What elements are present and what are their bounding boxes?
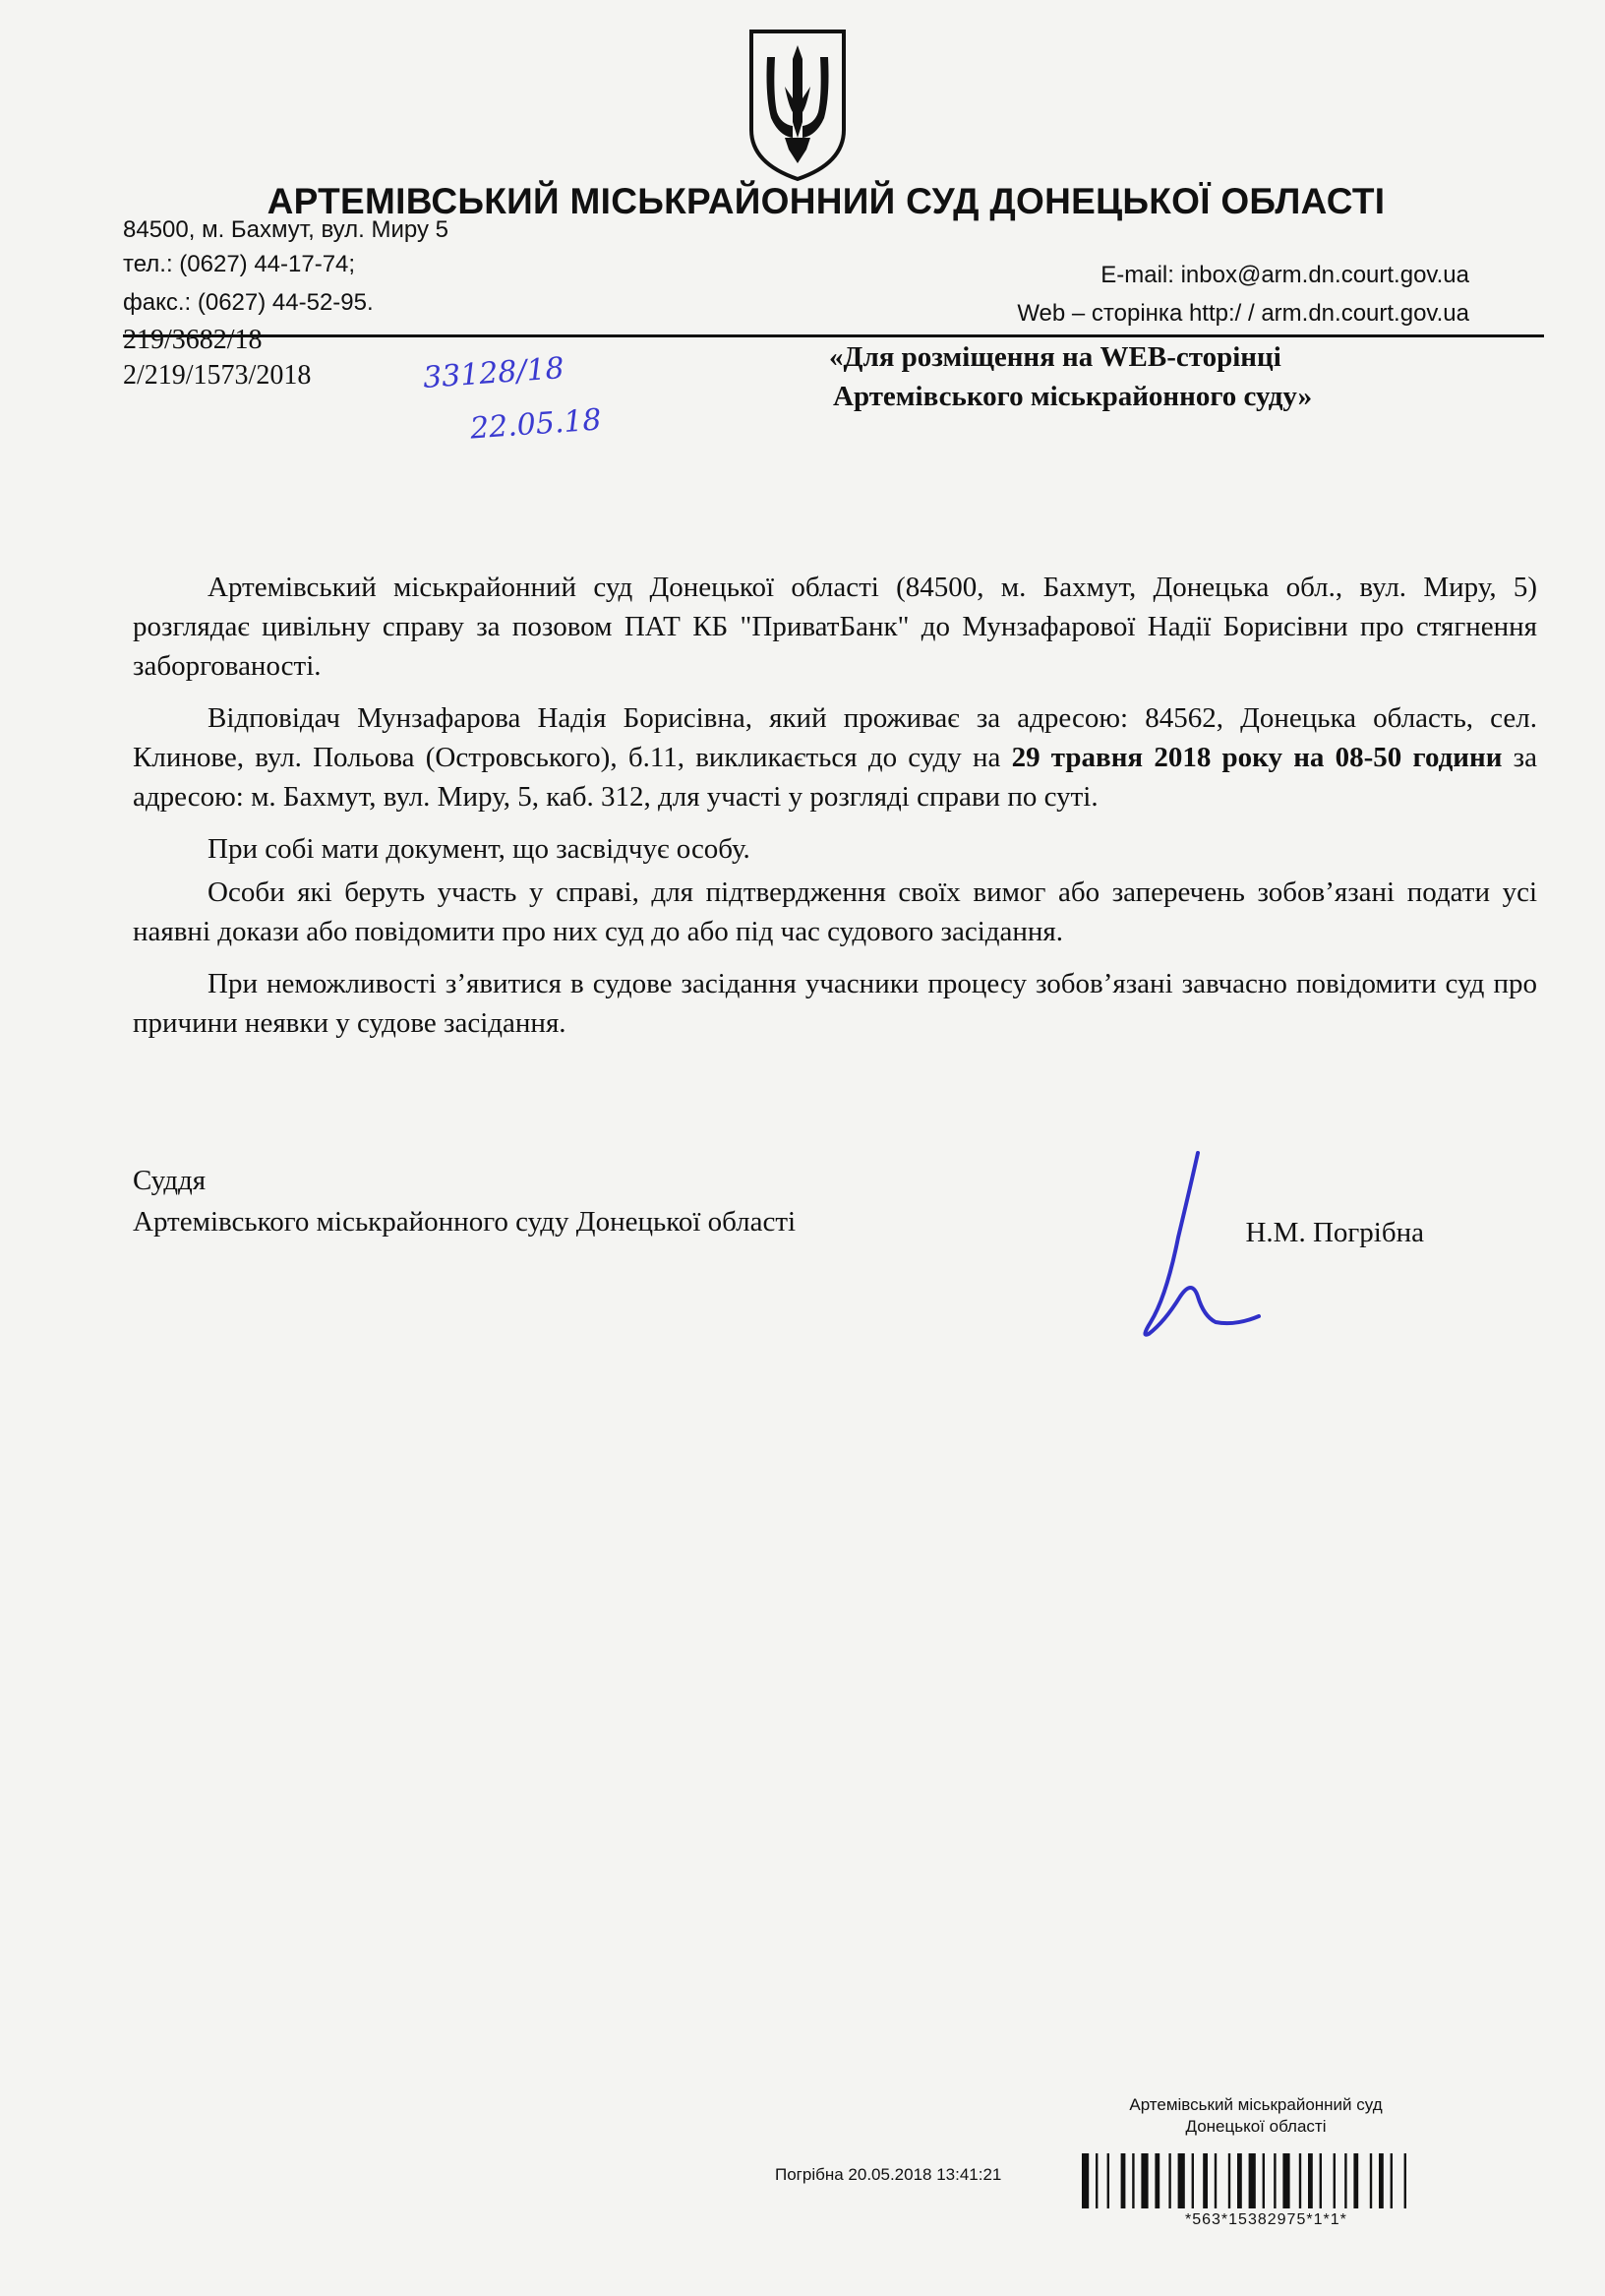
footer-court-name bbox=[1094, 2094, 1418, 2138]
summons-body bbox=[133, 568, 1537, 1056]
court-phone: тел.: (0627) 44-17-74; bbox=[123, 251, 356, 277]
paragraph-case-description: Артемівський міськрайонний суд Донецької області (84500, м. Бахмут, Донецька обл., вул. Миру, 5) розглядає цивільну справу за позовом ПАТ КБ "ПриватБанк" до Мунзафарової Надії Борисівни про стягнення заборгованості. bbox=[133, 572, 1537, 682]
handwritten-incoming-number: 33128/18 bbox=[421, 351, 565, 395]
case-number: 219/3682/18 bbox=[123, 325, 263, 355]
summons-text-c: за адресою: м. Бахмут, вул. Миру, 5, каб. 312, для участі у розгляді справи по суті. bbox=[133, 742, 1537, 813]
summons-text-a: Відповідач Мунзафарова Надія Борисівна, який проживає за адресою: 84562, Донецька область, сел. Клинове, вул. Польова (Островського), б.11, викликається до суду на bbox=[133, 702, 1537, 773]
judge-name: Н.М. Погрібна bbox=[1245, 1217, 1424, 1248]
barcode-icon bbox=[1082, 2153, 1505, 2208]
electronic-signature-stamp: Погрібна 20.05.2018 13:41:21 bbox=[775, 2165, 1002, 2184]
judge-court: Артемівського міськрайонного суду Донецької області bbox=[133, 1206, 797, 1238]
web-publication-note bbox=[829, 337, 1517, 416]
court-address: 84500, м. Бахмут, вул. Миру 5 bbox=[123, 216, 448, 243]
footer-court-line-1: Артемівський міськрайонний суд bbox=[1129, 2095, 1383, 2114]
paragraph-summons bbox=[133, 698, 1537, 816]
paragraph-evidence: Особи які беруть участь у справі, для підтвердження своїх вимог або заперечень зобов’язані подати усі наявні докази або повідомити про них суд до або під час судового засідання. bbox=[133, 876, 1537, 947]
paragraph-id-document: При собі мати документ, що засвідчує особу. bbox=[208, 833, 750, 865]
judge-signature-icon bbox=[1121, 1149, 1278, 1346]
web-note-line-1: «Для розміщення на WEB-сторінці bbox=[829, 341, 1281, 373]
proceeding-number: 2/219/1573/2018 bbox=[123, 360, 312, 391]
trident-coat-of-arms-icon bbox=[745, 28, 850, 183]
judge-role: Суддя bbox=[133, 1165, 207, 1196]
barcode-number: *563*15382975*1*1* bbox=[1185, 2211, 1347, 2228]
hearing-datetime: 29 травня 2018 року на 08-50 години bbox=[1011, 742, 1503, 773]
court-email: E-mail: inbox@arm.dn.court.gov.ua bbox=[1100, 262, 1469, 288]
footer-court-line-2: Донецької області bbox=[1185, 2117, 1327, 2136]
paragraph-absence: При неможливості з’явитися в судове засідання учасники процесу зобов’язані завчасно повідомити суд про причини неявки у судове засідання. bbox=[133, 968, 1537, 1039]
court-website: Web – сторінка http:/ / arm.dn.court.gov.ua bbox=[1017, 300, 1469, 327]
court-fax: факс.: (0627) 44-52-95. bbox=[123, 289, 374, 316]
court-title: АРТЕМІВСЬКИЙ МІСЬКРАЙОННИЙ СУД ДОНЕЦЬКОЇ ОБЛАСТІ bbox=[267, 181, 1386, 221]
handwritten-incoming-date: 22.05.18 bbox=[468, 402, 603, 447]
web-note-line-2: Артемівського міськрайонного суду» bbox=[833, 381, 1313, 412]
